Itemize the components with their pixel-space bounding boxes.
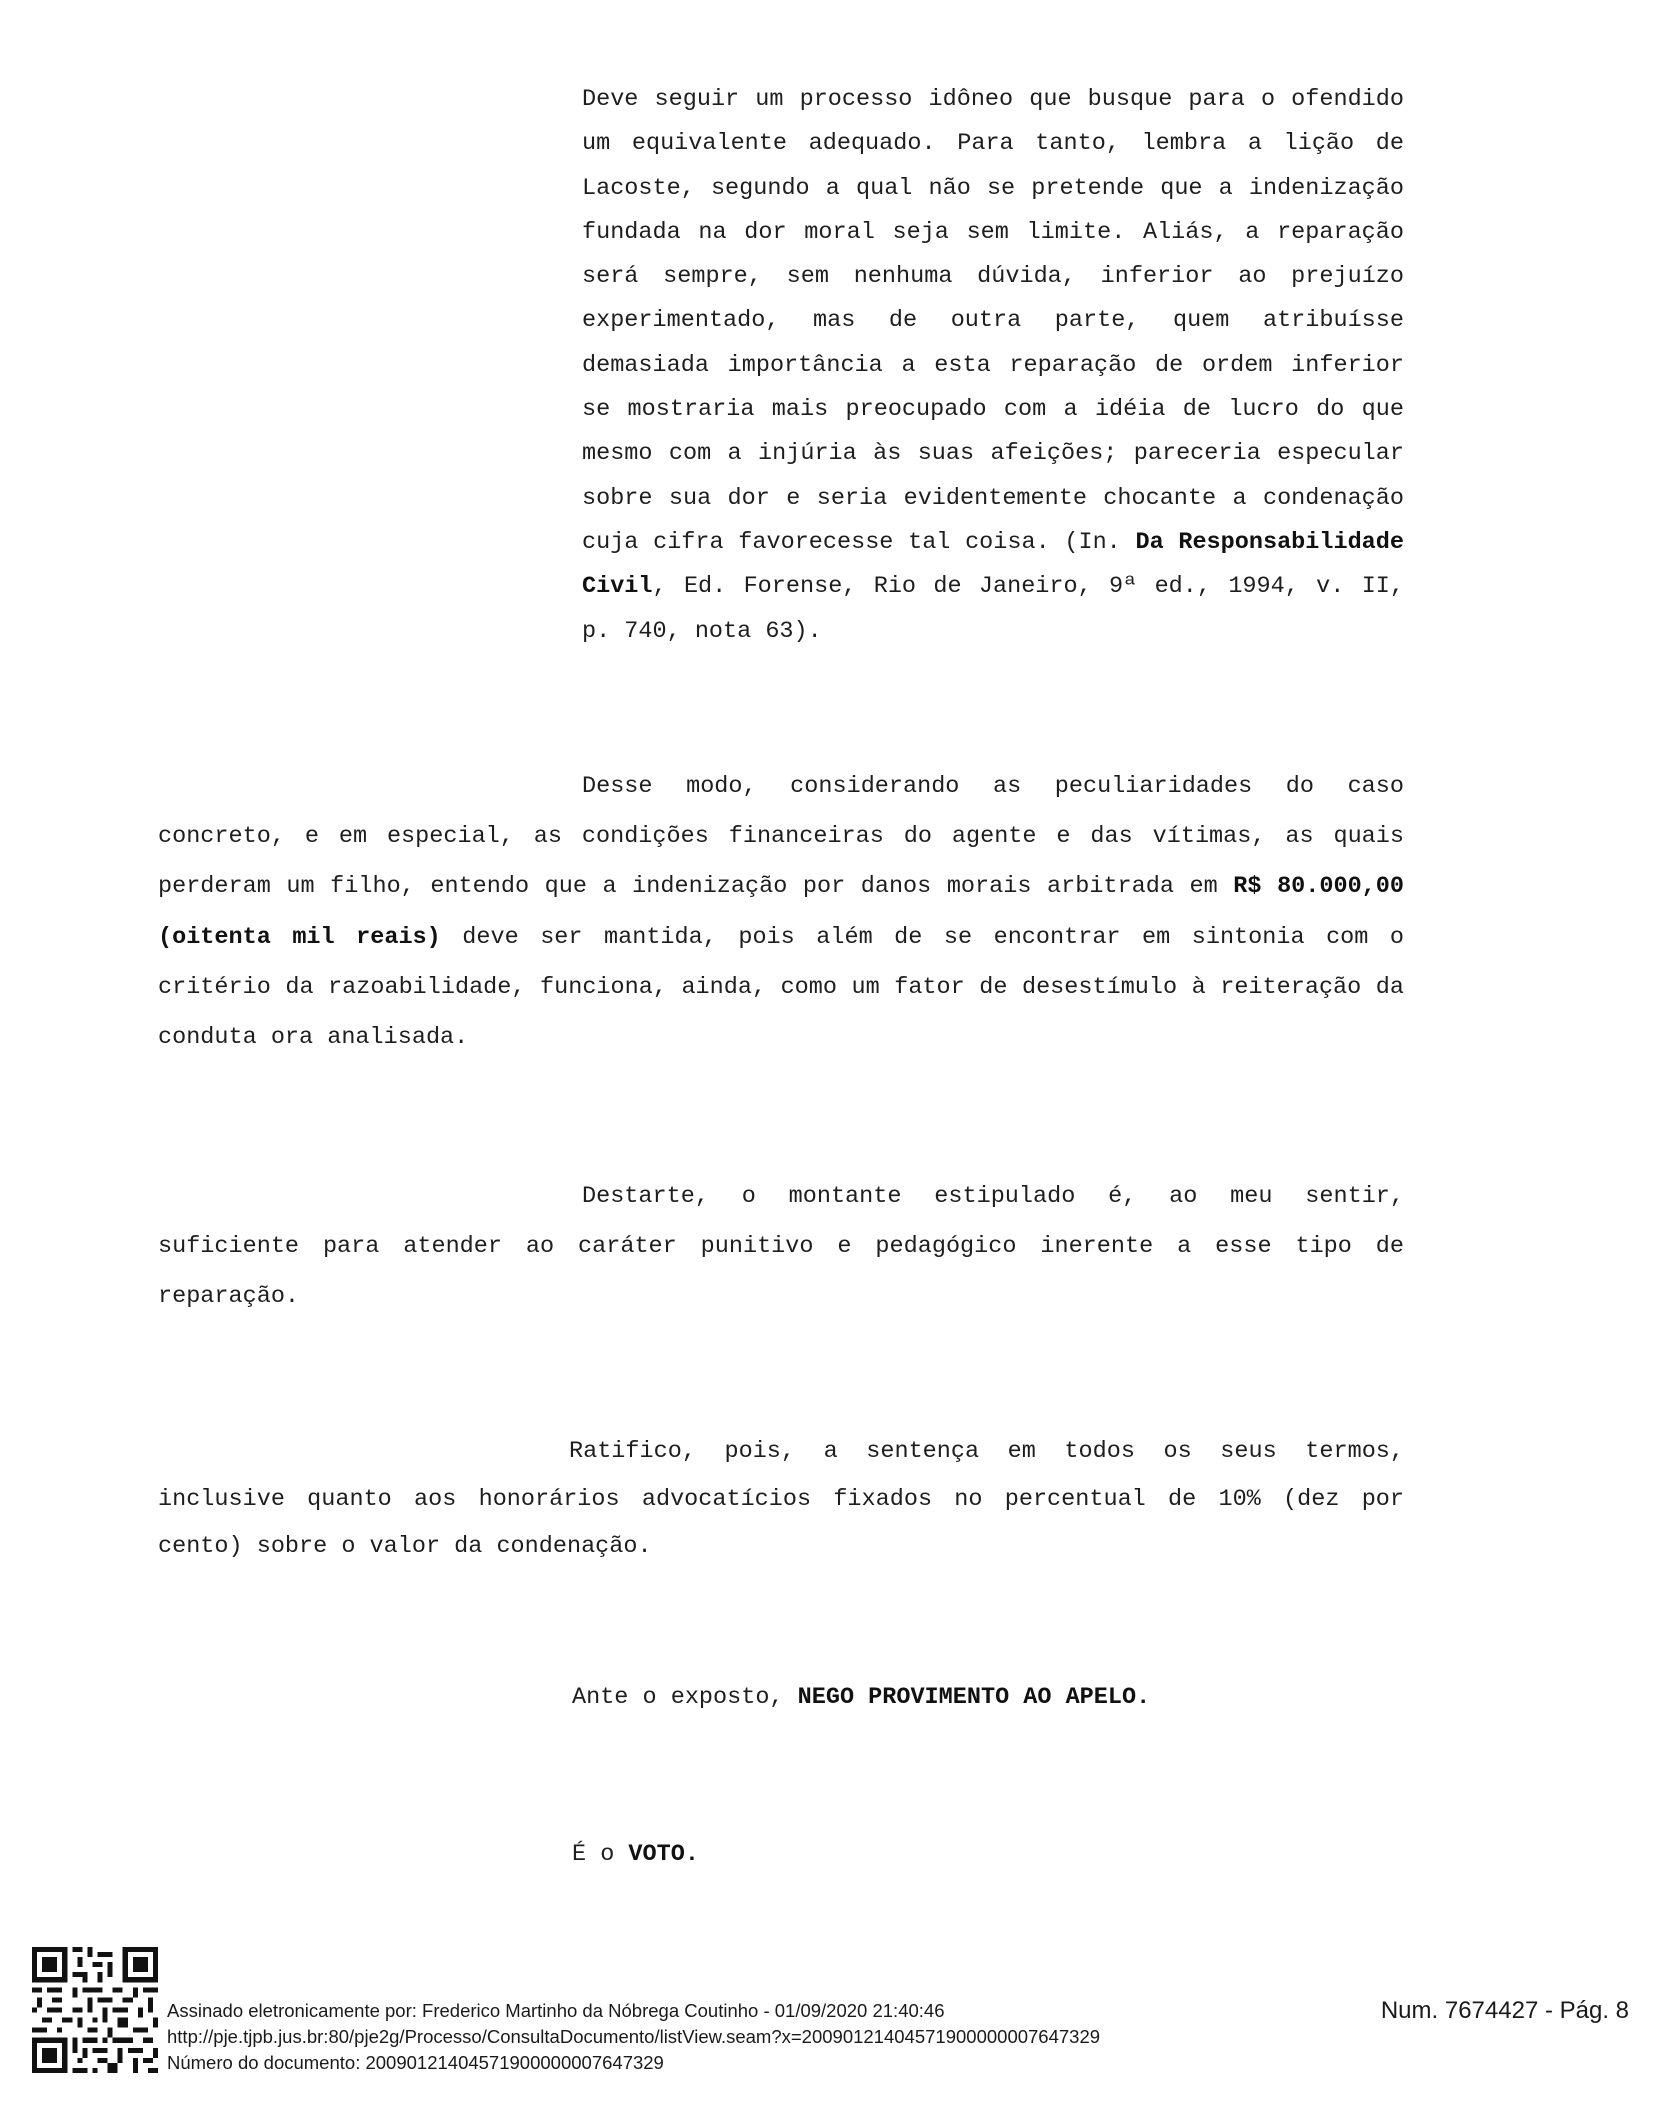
damages-amount: R$ 80.000,00 (oitenta mil reais) [158,873,1404,951]
vote-prefix: É o [572,1841,629,1868]
decision-verdict: NEGO PROVIMENTO AO APELO. [797,1684,1151,1711]
citation-part1: Deve seguir um processo idôneo que busque para o ofendido um equivalente adequado. Para tanto, lembra a lição de Lacoste, segundo a qual não se pretende que a indenização fundada na dor moral seja sem limite. Aliás, a reparação será sempre, sem nenhuma dúvida, inferior ao prejuízo experimentado, mas de outra parte, quem atribuísse demasiada importância a esta reparação de ordem inferior se mostraria mais preocupado com a idéia de lucro do que mesmo com a injúria às suas afeições; pareceria especular sobre sua dor e seria evidentemente chocante a condenação cuja cifra favorecesse tal coisa. (In. [582,86,1404,556]
paragraph-amount-sufficient [158,1172,1404,1323]
document-url[interactable]: http://pje.tjpb.jus.br:80/pje2g/Processo/ConsultaDocumento/listView.seam?x=20090121404571900000007647329 [167,2026,1101,2047]
paragraph-damages-part1: Desse modo, considerando as peculiaridades do caso concreto, e em especial, as condições financeiras do agente e das vítimas, as quais perderam um filho, entendo que a indenização por danos morais arbitrada em [158,773,1404,901]
paragraph-ratify [158,1428,1404,1571]
vote-line [572,1840,699,1870]
signature-footer [167,1998,1100,2076]
citation-book-title: Da Responsabilidade Civil [582,528,1404,601]
signed-by-text: Assinado eletronicamente por: Frederico Martinho da Nóbrega Coutinho - 01/09/2020 21:40:46 [167,2000,945,2021]
vote-label: VOTO. [628,1841,699,1868]
citation-part2: , Ed. Forense, Rio de Janeiro, 9ª ed., 1994, v. II, p. 740, nota 63). [582,573,1404,645]
decision-prefix: Ante o exposto, [572,1684,798,1711]
document-number: Número do documento: 20090121404571900000007647329 [167,2052,664,2073]
citation-text [582,78,1404,654]
page-number: Num. 7674427 - Pág. 8 [1380,1997,1629,2024]
citation-block [582,78,1404,654]
qr-code-icon [32,1947,158,2073]
paragraph-amount-sufficient-text: Destarte, o montante estipulado é, ao meu sentir, suficiente para atender ao caráter punitivo e pedagógico inerente a esse tipo de reparação. [158,1183,1404,1311]
paragraph-damages-part2: deve ser mantida, pois além de se encontrar em sintonia com o critério da razoabilidade, funciona, ainda, como um fator de desestímulo à reiteração da conduta ora analisada. [158,923,1404,1052]
paragraph-damages [158,762,1404,1063]
paragraph-ratify-text: Ratifico, pois, a sentença em todos os seus termos, inclusive quanto aos honorários advocatícios fixados no percentual de 10% (dez por cento) sobre o valor da condenação. [158,1438,1404,1561]
paragraph-damages-text [158,762,1404,1063]
decision-line [572,1683,1150,1713]
